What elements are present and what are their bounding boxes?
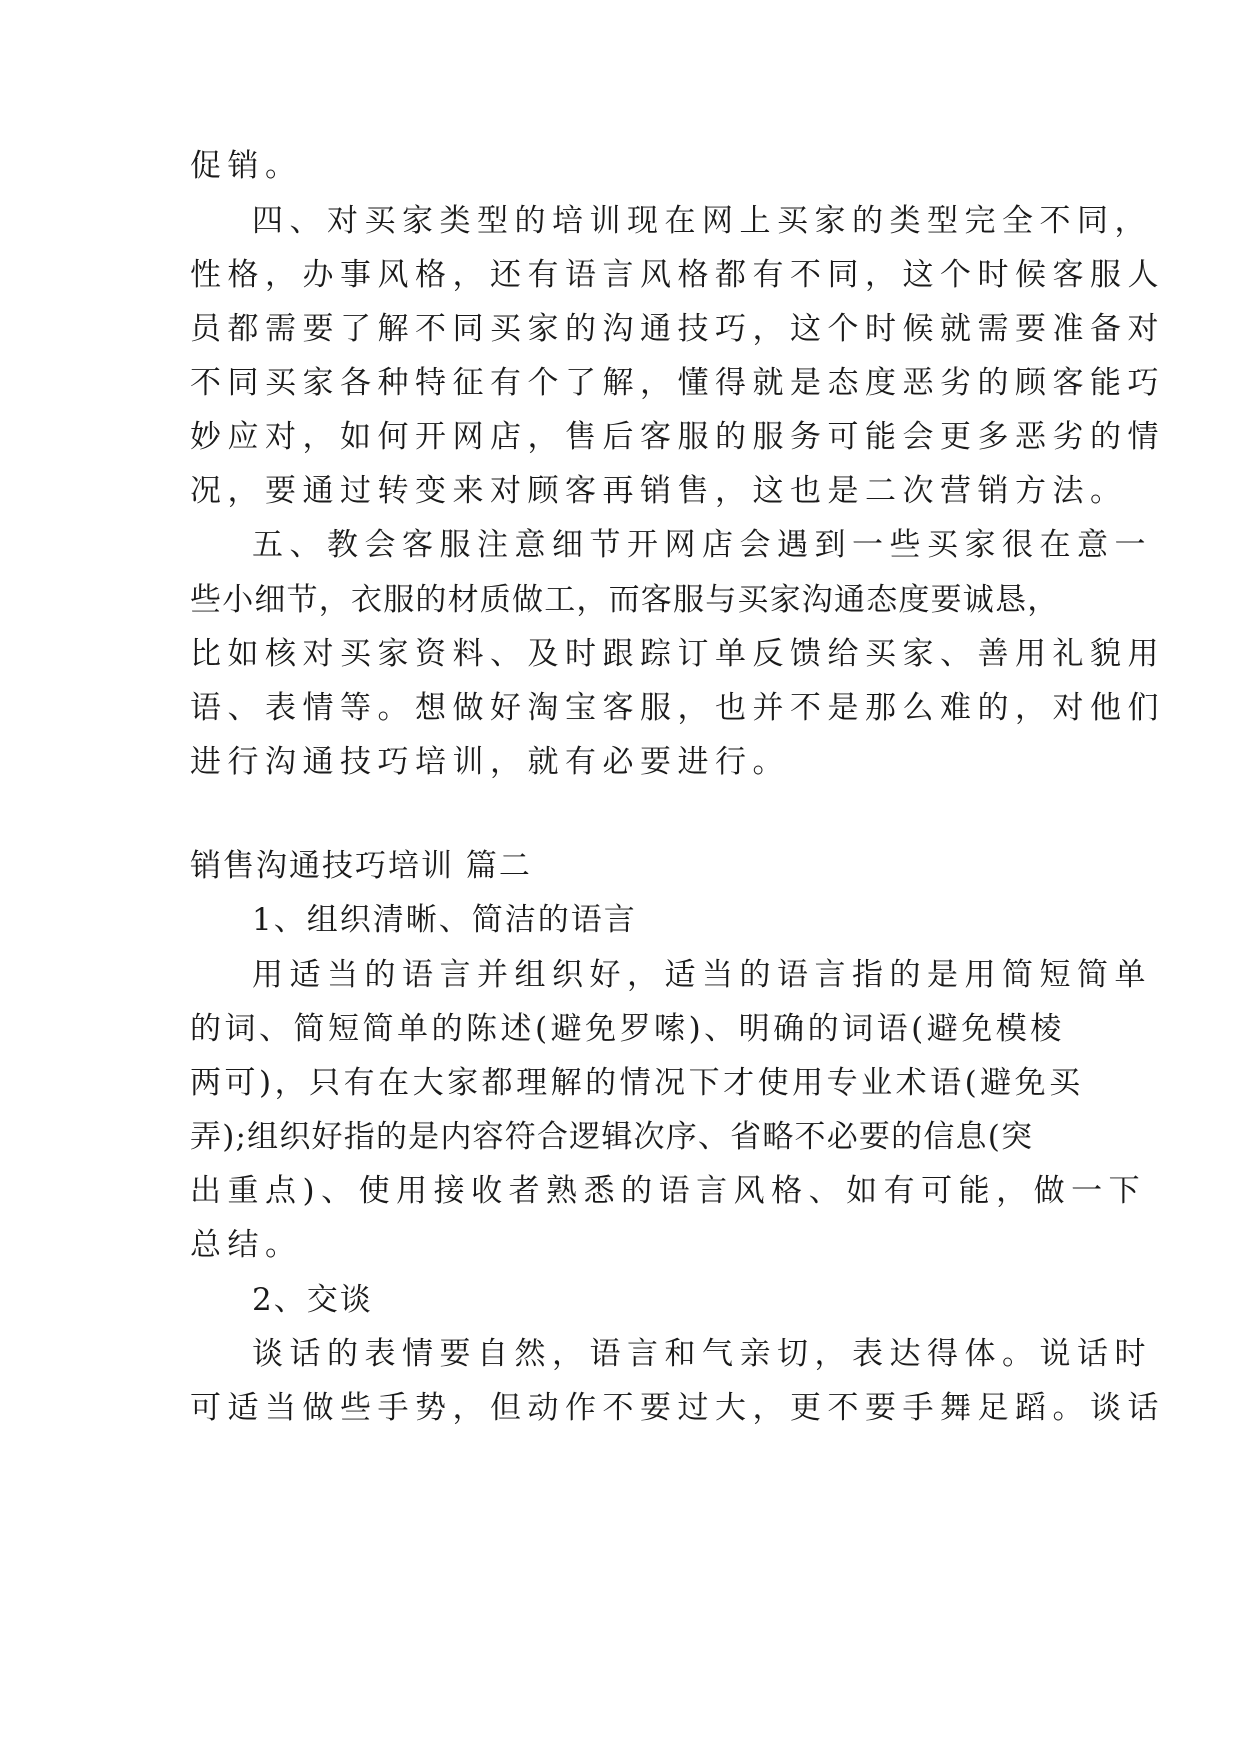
text-line: 进行沟通技巧培训，就有必要进行。 <box>190 744 790 780</box>
text-line: 出重点)、使用接收者熟悉的语言风格、如有可能，做一下 <box>190 1173 1147 1209</box>
text-line: 况，要通过转变来对顾客再销售，这也是二次营销方法。 <box>190 473 1128 509</box>
text-line: 总结。 <box>190 1227 303 1263</box>
text-line: 弄);组织好指的是内容符合逻辑次序、省略不必要的信息(突 <box>190 1119 1034 1155</box>
text-line: 两可)，只有在大家都理解的情况下才使用专业术语(避免买 <box>190 1065 1084 1101</box>
text-line: 妙应对，如何开网店，售后客服的服务可能会更多恶劣的情 <box>190 419 1165 455</box>
text-line: 不同买家各种特征有个了解，懂得就是态度恶劣的顾客能巧 <box>190 365 1165 401</box>
text-line: 员都需要了解不同买家的沟通技巧，这个时候就需要准备对 <box>190 311 1165 347</box>
text-line: 性格，办事风格，还有语言风格都有不同，这个时候客服人 <box>190 257 1165 293</box>
text-line: 些小细节，衣服的材质做工，而客服与买家沟通态度要诚恳， <box>190 582 1060 618</box>
text-line: 四、对买家类型的培训现在网上买家的类型完全不同， <box>252 203 1152 239</box>
text-line: 用适当的语言并组织好，适当的语言指的是用简短简单 <box>252 957 1152 993</box>
text-line: 五、教会客服注意细节开网店会遇到一些买家很在意一 <box>252 527 1152 563</box>
section-heading: 销售沟通技巧培训 篇二 <box>190 848 532 884</box>
text-line: 可适当做些手势，但动作不要过大，更不要手舞足蹈。谈话 <box>190 1390 1165 1426</box>
text-line: 促销。 <box>190 148 303 184</box>
text-line: 谈话的表情要自然，语言和气亲切，表达得体。说话时 <box>252 1336 1152 1372</box>
subsection-heading: 1、组织清晰、简洁的语言 <box>252 902 637 938</box>
subsection-heading: 2、交谈 <box>252 1282 373 1318</box>
text-line: 的词、简短简单的陈述(避免罗嗦)、明确的词语(避免模棱 <box>190 1011 1065 1047</box>
text-line: 比如核对买家资料、及时跟踪订单反馈给买家、善用礼貌用 <box>190 636 1165 672</box>
text-line: 语、表情等。想做好淘宝客服，也并不是那么难的，对他们 <box>190 690 1165 726</box>
